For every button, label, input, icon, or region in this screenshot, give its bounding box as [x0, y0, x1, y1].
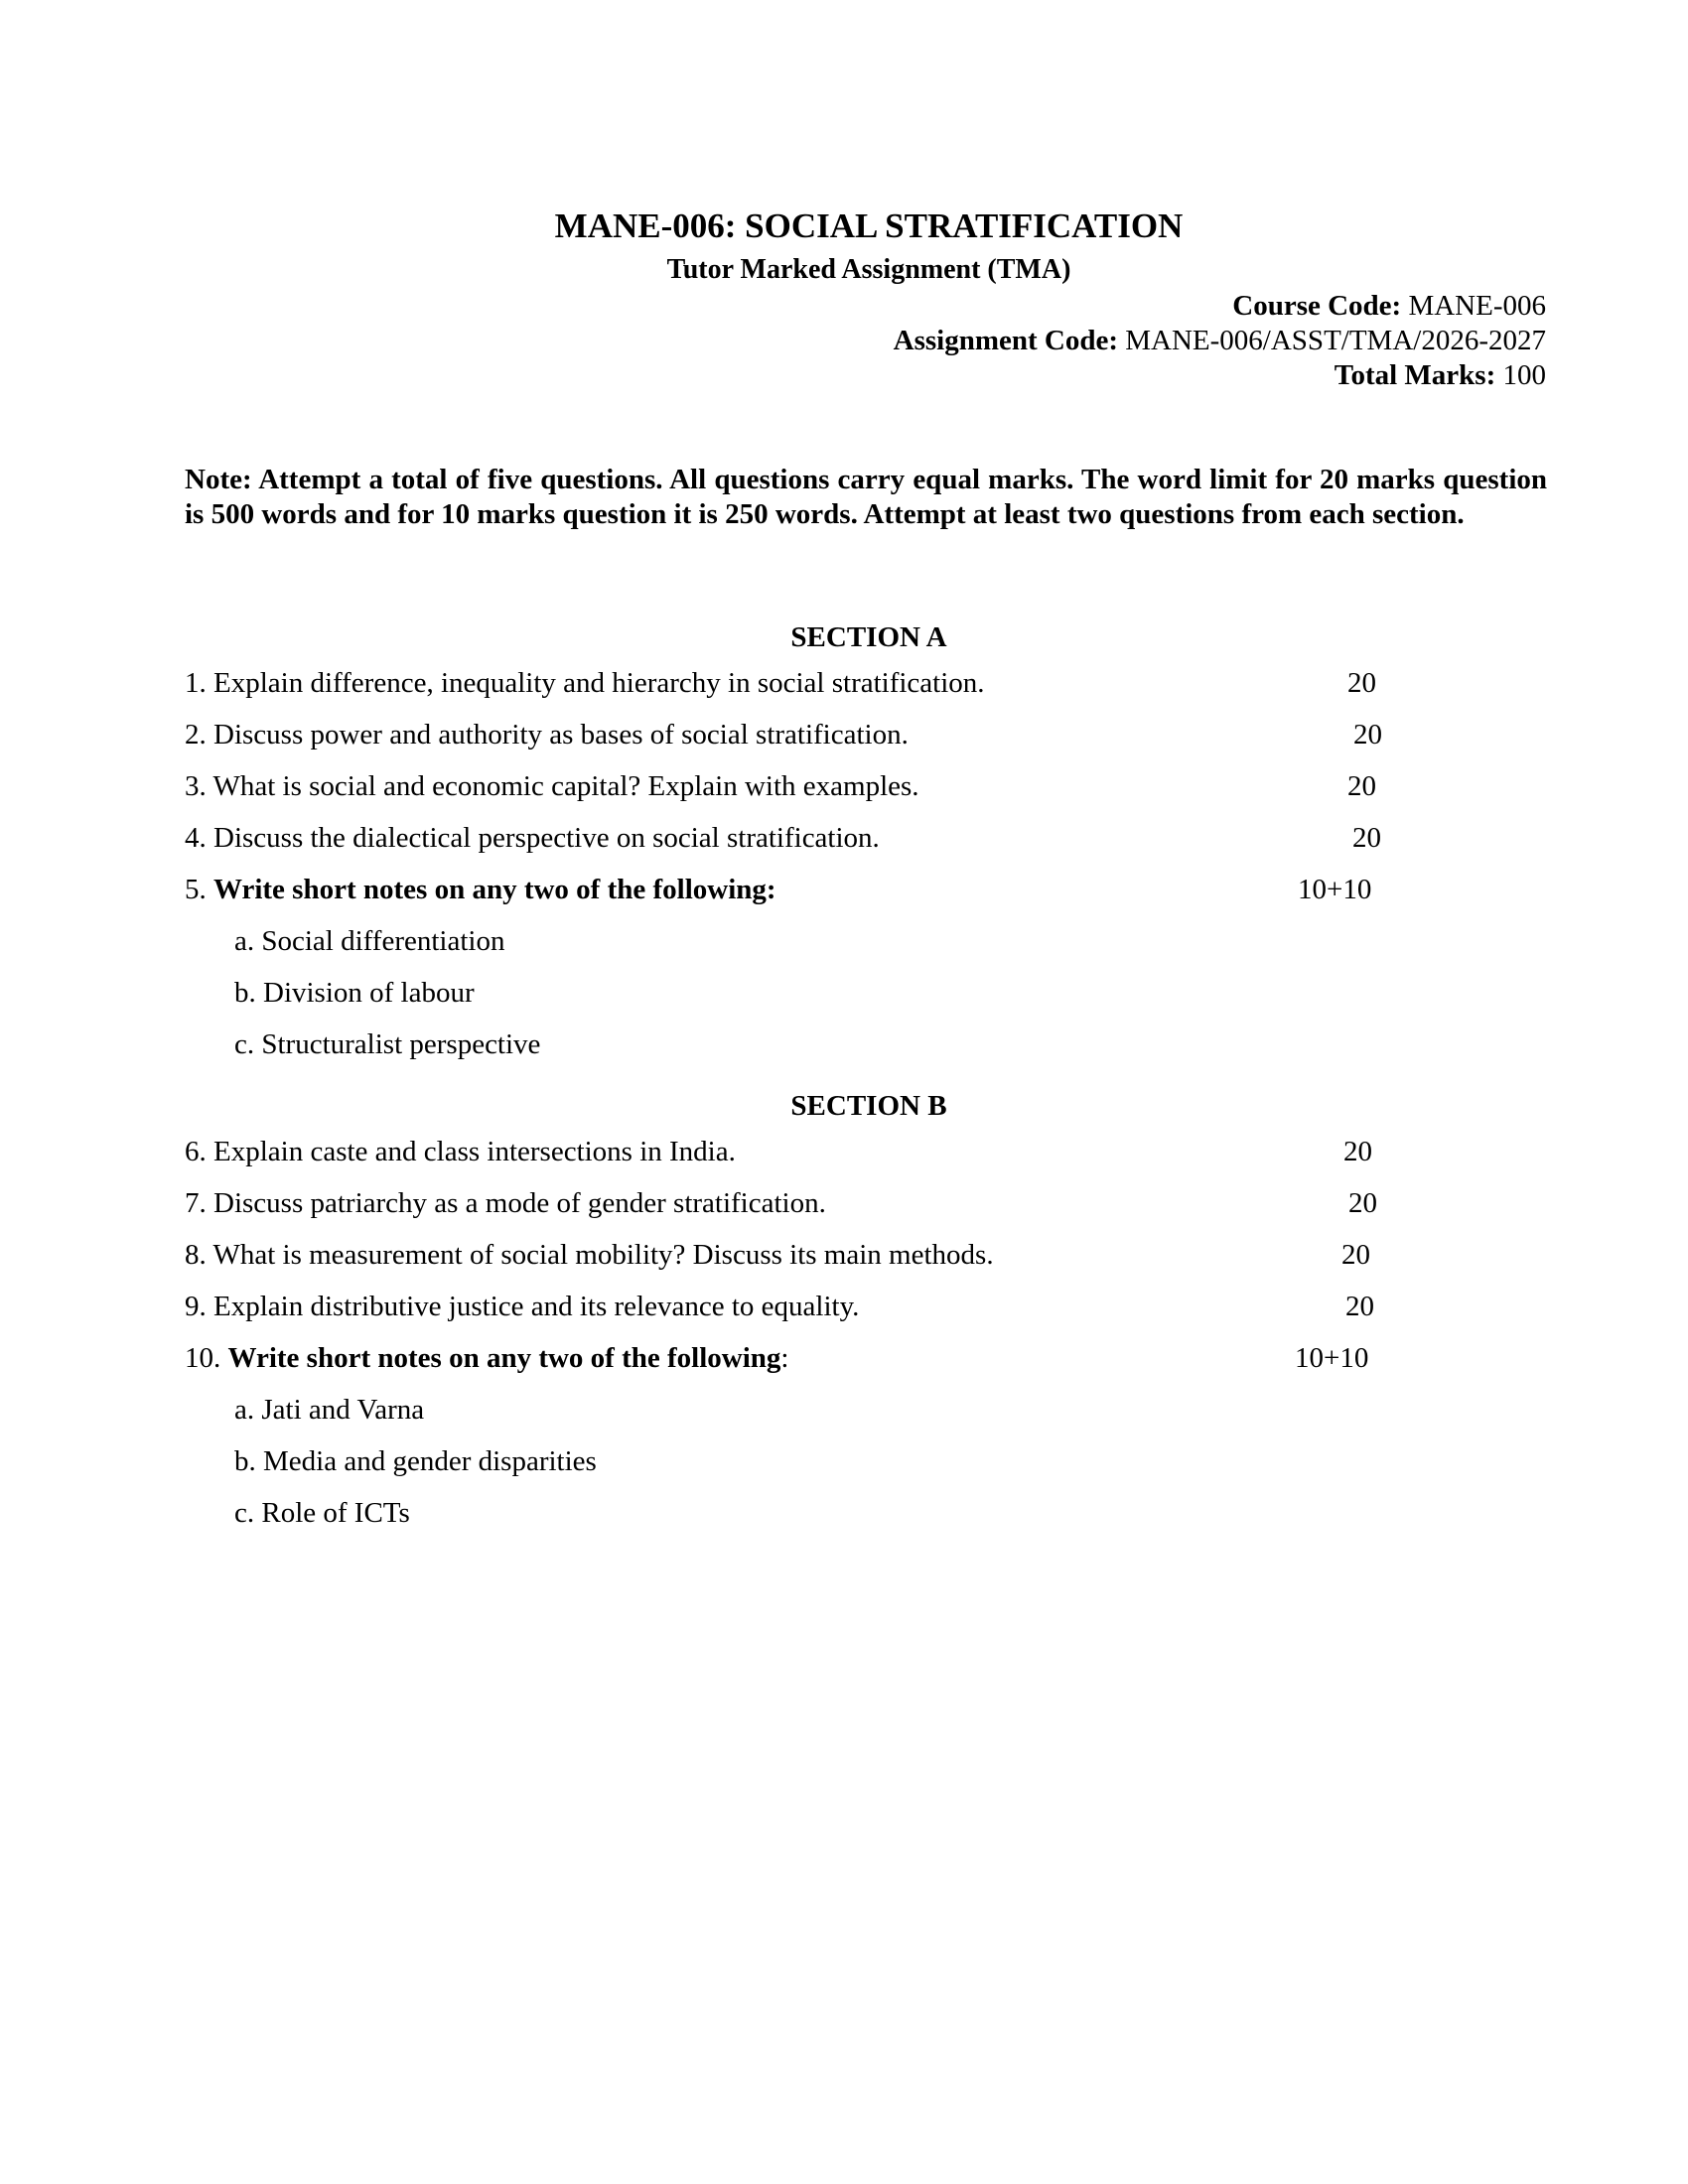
question-4-marks: 20	[1352, 822, 1381, 854]
question-5-option-a: a. Social differentiation	[234, 925, 505, 957]
total-marks-value: 100	[1502, 359, 1546, 391]
question-8: 8. What is measurement of social mobility? Discuss its main methods.	[185, 1239, 994, 1271]
question-9: 9. Explain distributive justice and its relevance to equality.	[185, 1291, 860, 1322]
assignment-code-value: MANE-006/ASST/TMA/2026-2027	[1125, 325, 1546, 356]
question-6: 6. Explain caste and class intersections in India.	[185, 1136, 736, 1167]
question-10-number: 10.	[185, 1342, 221, 1374]
total-marks	[1335, 357, 1546, 393]
question-5-option-c: c. Structuralist perspective	[234, 1028, 541, 1060]
course-code	[1232, 288, 1546, 324]
instructions-note: Note: Attempt a total of five questions. All questions carry equal marks. The word limit for 20 marks question is 500 words and for 10 marks question it is 250 words. Attempt at least two questions from each section.	[185, 464, 1547, 530]
question-6-marks: 20	[1343, 1136, 1372, 1167]
question-10-option-c: c. Role of ICTs	[234, 1497, 410, 1529]
question-9-marks: 20	[1345, 1291, 1374, 1322]
question-5-option-b: b. Division of labour	[234, 977, 475, 1009]
question-8-marks: 20	[1341, 1239, 1370, 1271]
question-10-text: Write short notes on any two of the following	[227, 1342, 781, 1374]
question-5-marks: 10+10	[1298, 874, 1372, 905]
question-10-option-b: b. Media and gender disparities	[234, 1445, 597, 1477]
question-3: 3. What is social and economic capital? Explain with examples.	[185, 770, 919, 802]
question-4: 4. Discuss the dialectical perspective on social stratification.	[185, 822, 880, 854]
total-marks-label: Total Marks:	[1334, 359, 1496, 391]
course-code-value: MANE-006	[1408, 290, 1546, 322]
question-7-marks: 20	[1348, 1187, 1377, 1219]
document-title: MANE-006: SOCIAL STRATIFICATION	[554, 206, 1184, 245]
question-10-option-a: a. Jati and Varna	[234, 1394, 425, 1426]
question-7: 7. Discuss patriarchy as a mode of gender stratification.	[185, 1187, 826, 1219]
question-3-marks: 20	[1347, 770, 1376, 802]
section-a-heading: SECTION A	[790, 621, 947, 653]
question-2-marks: 20	[1353, 719, 1382, 751]
course-code-label: Course Code:	[1232, 290, 1402, 322]
document-subtitle: Tutor Marked Assignment (TMA)	[666, 254, 1071, 285]
question-10	[185, 1340, 788, 1376]
question-1: 1. Explain difference, inequality and hierarchy in social stratification.	[185, 667, 985, 699]
question-5-number: 5.	[185, 874, 207, 905]
question-10-marks: 10+10	[1295, 1342, 1369, 1374]
question-2: 2. Discuss power and authority as bases of social stratification.	[185, 719, 909, 751]
question-10-suffix: :	[780, 1342, 789, 1374]
assignment-code	[894, 323, 1546, 358]
question-5	[185, 872, 776, 907]
question-5-text: Write short notes on any two of the following:	[213, 874, 776, 905]
question-1-marks: 20	[1347, 667, 1376, 699]
assignment-code-label: Assignment Code:	[893, 325, 1119, 356]
section-b-heading: SECTION B	[790, 1090, 947, 1122]
